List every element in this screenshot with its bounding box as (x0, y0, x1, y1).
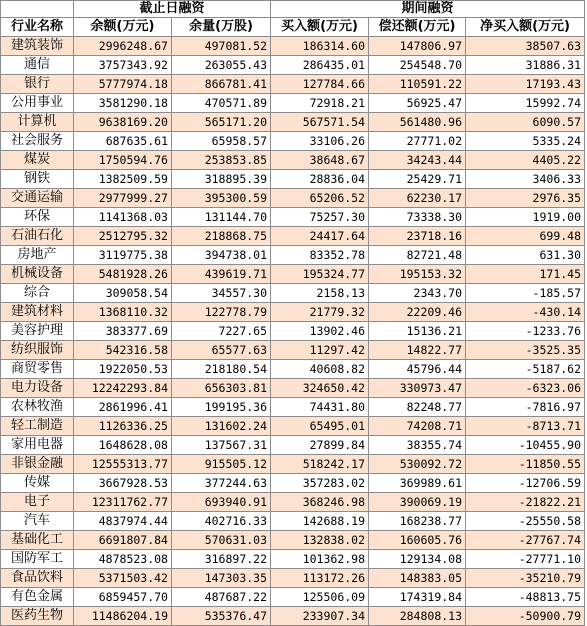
cell-repay: 330973.47 (369, 379, 466, 398)
cell-repay: 14822.77 (369, 341, 466, 360)
cell-buy: 195324.77 (271, 265, 369, 284)
group-header-blank (1, 1, 74, 18)
cell-repay: 390069.19 (369, 493, 466, 512)
cell-repay: 74208.71 (369, 417, 466, 436)
table-row (1, 265, 585, 284)
cell-volume: 394738.01 (172, 246, 271, 265)
cell-industry: 计算机 (1, 113, 74, 132)
table-row (1, 360, 585, 379)
cell-buy: 13902.46 (271, 322, 369, 341)
cell-repay: 73338.30 (369, 208, 466, 227)
cell-balance: 2977999.27 (74, 189, 172, 208)
cell-balance: 2996248.67 (74, 37, 172, 56)
cell-volume: 65577.63 (172, 341, 271, 360)
cell-balance: 2512795.32 (74, 227, 172, 246)
cell-volume: 218180.54 (172, 360, 271, 379)
cell-buy: 101362.98 (271, 550, 369, 569)
cell-balance: 1382509.59 (74, 170, 172, 189)
cell-industry: 商贸零售 (1, 360, 74, 379)
cell-net-buy: -430.14 (466, 303, 585, 322)
cell-balance: 687635.61 (74, 132, 172, 151)
table-row (1, 379, 585, 398)
table-row (1, 607, 585, 626)
cell-buy: 83352.78 (271, 246, 369, 265)
cell-net-buy: -10455.90 (466, 436, 585, 455)
cell-industry: 美容护理 (1, 322, 74, 341)
cell-volume: 218868.75 (172, 227, 271, 246)
cell-volume: 122778.79 (172, 303, 271, 322)
cell-volume: 395300.59 (172, 189, 271, 208)
cell-industry: 有色金属 (1, 588, 74, 607)
table-row (1, 322, 585, 341)
cell-volume: 131144.70 (172, 208, 271, 227)
column-header-industry: 行业名称 (1, 18, 74, 37)
cell-repay: 38355.74 (369, 436, 466, 455)
cell-balance: 2861996.41 (74, 398, 172, 417)
table-row (1, 132, 585, 151)
table-row (1, 341, 585, 360)
cell-industry: 电力设备 (1, 379, 74, 398)
cell-buy: 113172.26 (271, 569, 369, 588)
cell-buy: 186314.60 (271, 37, 369, 56)
cell-volume: 253853.85 (172, 151, 271, 170)
table-row (1, 531, 585, 550)
cell-industry: 煤炭 (1, 151, 74, 170)
column-header-repay: 偿还额(万元) (369, 18, 466, 37)
cell-balance: 1368110.32 (74, 303, 172, 322)
cell-buy: 40608.82 (271, 360, 369, 379)
cell-volume: 316897.22 (172, 550, 271, 569)
table-row (1, 170, 585, 189)
cell-industry: 环保 (1, 208, 74, 227)
cell-balance: 1141368.03 (74, 208, 172, 227)
column-header-balance: 余额(万元) (74, 18, 172, 37)
cell-volume: 34557.30 (172, 284, 271, 303)
cell-buy: 21779.32 (271, 303, 369, 322)
cell-net-buy: -27767.74 (466, 531, 585, 550)
cell-repay: 129134.08 (369, 550, 466, 569)
cell-industry: 银行 (1, 75, 74, 94)
table-row (1, 56, 585, 75)
cell-industry: 纺织服饰 (1, 341, 74, 360)
cell-industry: 建筑装饰 (1, 37, 74, 56)
group-header-period: 期间融资 (271, 1, 585, 18)
cell-balance: 3667928.53 (74, 474, 172, 493)
cell-net-buy: -1233.76 (466, 322, 585, 341)
cell-net-buy: -3525.35 (466, 341, 585, 360)
cell-buy: 65206.52 (271, 189, 369, 208)
cell-buy: 65495.01 (271, 417, 369, 436)
cell-balance: 6691807.84 (74, 531, 172, 550)
cell-repay: 369989.61 (369, 474, 466, 493)
cell-balance: 6859457.70 (74, 588, 172, 607)
cell-industry: 轻工制造 (1, 417, 74, 436)
cell-industry: 电子 (1, 493, 74, 512)
cell-industry: 建筑材料 (1, 303, 74, 322)
cell-net-buy: -50900.79 (466, 607, 585, 626)
cell-net-buy: -25550.58 (466, 512, 585, 531)
cell-net-buy: 3406.33 (466, 170, 585, 189)
cell-net-buy: 4405.22 (466, 151, 585, 170)
cell-industry: 食品饮料 (1, 569, 74, 588)
cell-industry: 传媒 (1, 474, 74, 493)
table-row (1, 455, 585, 474)
cell-repay: 148383.05 (369, 569, 466, 588)
table-row (1, 474, 585, 493)
cell-repay: 15136.21 (369, 322, 466, 341)
cell-balance: 1750594.76 (74, 151, 172, 170)
cell-industry: 国防军工 (1, 550, 74, 569)
cell-balance: 309058.54 (74, 284, 172, 303)
column-header-net-buy: 净买入额(万元) (466, 18, 585, 37)
cell-repay: 82721.48 (369, 246, 466, 265)
cell-buy: 324650.42 (271, 379, 369, 398)
table-row (1, 113, 585, 132)
table-row (1, 227, 585, 246)
cell-volume: 65958.57 (172, 132, 271, 151)
cell-volume: 402716.33 (172, 512, 271, 531)
cell-industry: 综合 (1, 284, 74, 303)
cell-net-buy: 699.48 (466, 227, 585, 246)
cell-buy: 28836.04 (271, 170, 369, 189)
cell-buy: 286435.01 (271, 56, 369, 75)
cell-buy: 74431.80 (271, 398, 369, 417)
cell-industry: 非银金融 (1, 455, 74, 474)
cell-balance: 5777974.18 (74, 75, 172, 94)
cell-volume: 656303.81 (172, 379, 271, 398)
cell-buy: 518242.17 (271, 455, 369, 474)
table-row (1, 284, 585, 303)
cell-balance: 5371503.42 (74, 569, 172, 588)
group-header-end-of-day: 截止日融资 (74, 1, 271, 18)
cell-volume: 263055.43 (172, 56, 271, 75)
cell-industry: 农林牧渔 (1, 398, 74, 417)
cell-repay: 62230.17 (369, 189, 466, 208)
cell-volume: 199195.36 (172, 398, 271, 417)
cell-volume: 915505.12 (172, 455, 271, 474)
cell-buy: 33106.26 (271, 132, 369, 151)
cell-industry: 公用事业 (1, 94, 74, 113)
cell-repay: 27771.02 (369, 132, 466, 151)
cell-buy: 357283.02 (271, 474, 369, 493)
cell-balance: 542316.58 (74, 341, 172, 360)
cell-volume: 147303.35 (172, 569, 271, 588)
cell-repay: 56925.47 (369, 94, 466, 113)
cell-net-buy: 6090.57 (466, 113, 585, 132)
cell-volume: 131602.24 (172, 417, 271, 436)
table-row (1, 151, 585, 170)
cell-buy: 132838.02 (271, 531, 369, 550)
table-row (1, 303, 585, 322)
cell-balance: 1922050.53 (74, 360, 172, 379)
table-row (1, 569, 585, 588)
table-row (1, 493, 585, 512)
cell-balance: 4878523.08 (74, 550, 172, 569)
table-row (1, 512, 585, 531)
cell-buy: 75257.30 (271, 208, 369, 227)
cell-buy: 2158.13 (271, 284, 369, 303)
cell-repay: 34243.44 (369, 151, 466, 170)
table-row (1, 189, 585, 208)
cell-balance: 12311762.77 (74, 493, 172, 512)
table-body (1, 37, 585, 626)
cell-repay: 22209.46 (369, 303, 466, 322)
cell-net-buy: 5335.24 (466, 132, 585, 151)
cell-industry: 医药生物 (1, 607, 74, 626)
cell-balance: 12242293.84 (74, 379, 172, 398)
cell-buy: 72918.21 (271, 94, 369, 113)
cell-balance: 3119775.38 (74, 246, 172, 265)
cell-industry: 石油石化 (1, 227, 74, 246)
table-row (1, 588, 585, 607)
cell-volume: 693940.91 (172, 493, 271, 512)
cell-industry: 机械设备 (1, 265, 74, 284)
cell-volume: 470571.89 (172, 94, 271, 113)
cell-buy: 368246.98 (271, 493, 369, 512)
cell-balance: 11486204.19 (74, 607, 172, 626)
cell-industry: 家用电器 (1, 436, 74, 455)
cell-net-buy: -48813.75 (466, 588, 585, 607)
cell-buy: 127784.66 (271, 75, 369, 94)
table-row (1, 398, 585, 417)
cell-net-buy: 631.30 (466, 246, 585, 265)
cell-net-buy: -185.57 (466, 284, 585, 303)
cell-repay: 254548.70 (369, 56, 466, 75)
cell-buy: 11297.42 (271, 341, 369, 360)
cell-balance: 383377.69 (74, 322, 172, 341)
table-row (1, 550, 585, 569)
cell-net-buy: 15992.74 (466, 94, 585, 113)
cell-volume: 439619.71 (172, 265, 271, 284)
cell-industry: 汽车 (1, 512, 74, 531)
cell-buy: 142688.19 (271, 512, 369, 531)
column-header-row (1, 18, 585, 37)
cell-net-buy: 1919.00 (466, 208, 585, 227)
cell-repay: 110591.22 (369, 75, 466, 94)
table-row (1, 436, 585, 455)
cell-buy: 233907.34 (271, 607, 369, 626)
cell-repay: 25429.71 (369, 170, 466, 189)
cell-balance: 5481928.26 (74, 265, 172, 284)
cell-repay: 23718.16 (369, 227, 466, 246)
table-row (1, 37, 585, 56)
cell-repay: 530092.72 (369, 455, 466, 474)
cell-net-buy: -11850.55 (466, 455, 585, 474)
cell-net-buy: -8713.71 (466, 417, 585, 436)
cell-volume: 866781.41 (172, 75, 271, 94)
cell-buy: 125506.09 (271, 588, 369, 607)
cell-repay: 147806.97 (369, 37, 466, 56)
cell-buy: 567571.54 (271, 113, 369, 132)
cell-balance: 4837974.44 (74, 512, 172, 531)
cell-volume: 377244.63 (172, 474, 271, 493)
cell-net-buy: 2976.35 (466, 189, 585, 208)
cell-balance: 1648628.08 (74, 436, 172, 455)
table-row (1, 417, 585, 436)
column-header-volume: 余量(万股) (172, 18, 271, 37)
cell-net-buy: -5187.62 (466, 360, 585, 379)
cell-repay: 561480.96 (369, 113, 466, 132)
table-row (1, 94, 585, 113)
cell-repay: 168238.77 (369, 512, 466, 531)
table-row (1, 208, 585, 227)
cell-net-buy: 171.45 (466, 265, 585, 284)
cell-net-buy: -35210.79 (466, 569, 585, 588)
cell-industry: 房地产 (1, 246, 74, 265)
column-header-buy: 买入额(万元) (271, 18, 369, 37)
cell-volume: 565171.20 (172, 113, 271, 132)
cell-net-buy: -27771.10 (466, 550, 585, 569)
cell-net-buy: -12706.59 (466, 474, 585, 493)
cell-repay: 82248.77 (369, 398, 466, 417)
cell-industry: 钢铁 (1, 170, 74, 189)
cell-balance: 3581290.18 (74, 94, 172, 113)
cell-industry: 社会服务 (1, 132, 74, 151)
group-header-row (1, 1, 585, 18)
cell-industry: 基础化工 (1, 531, 74, 550)
cell-repay: 284808.13 (369, 607, 466, 626)
cell-volume: 318895.39 (172, 170, 271, 189)
cell-net-buy: -21822.21 (466, 493, 585, 512)
cell-volume: 497081.52 (172, 37, 271, 56)
cell-industry: 交通运输 (1, 189, 74, 208)
cell-buy: 24417.64 (271, 227, 369, 246)
cell-balance: 1126336.25 (74, 417, 172, 436)
cell-balance: 12555313.77 (74, 455, 172, 474)
cell-buy: 38648.67 (271, 151, 369, 170)
cell-balance: 9638169.20 (74, 113, 172, 132)
cell-buy: 27899.84 (271, 436, 369, 455)
cell-net-buy: 31886.31 (466, 56, 585, 75)
cell-industry: 通信 (1, 56, 74, 75)
cell-net-buy: 17193.43 (466, 75, 585, 94)
cell-volume: 535376.47 (172, 607, 271, 626)
cell-volume: 487687.22 (172, 588, 271, 607)
cell-volume: 570631.03 (172, 531, 271, 550)
cell-net-buy: -7816.97 (466, 398, 585, 417)
cell-repay: 2343.70 (369, 284, 466, 303)
table-row (1, 75, 585, 94)
cell-volume: 7227.65 (172, 322, 271, 341)
cell-repay: 174319.84 (369, 588, 466, 607)
cell-repay: 160605.76 (369, 531, 466, 550)
cell-repay: 195153.32 (369, 265, 466, 284)
cell-repay: 45796.44 (369, 360, 466, 379)
cell-volume: 137567.31 (172, 436, 271, 455)
table-row (1, 246, 585, 265)
cell-net-buy: 38507.63 (466, 37, 585, 56)
cell-balance: 3757343.92 (74, 56, 172, 75)
cell-net-buy: -6323.06 (466, 379, 585, 398)
